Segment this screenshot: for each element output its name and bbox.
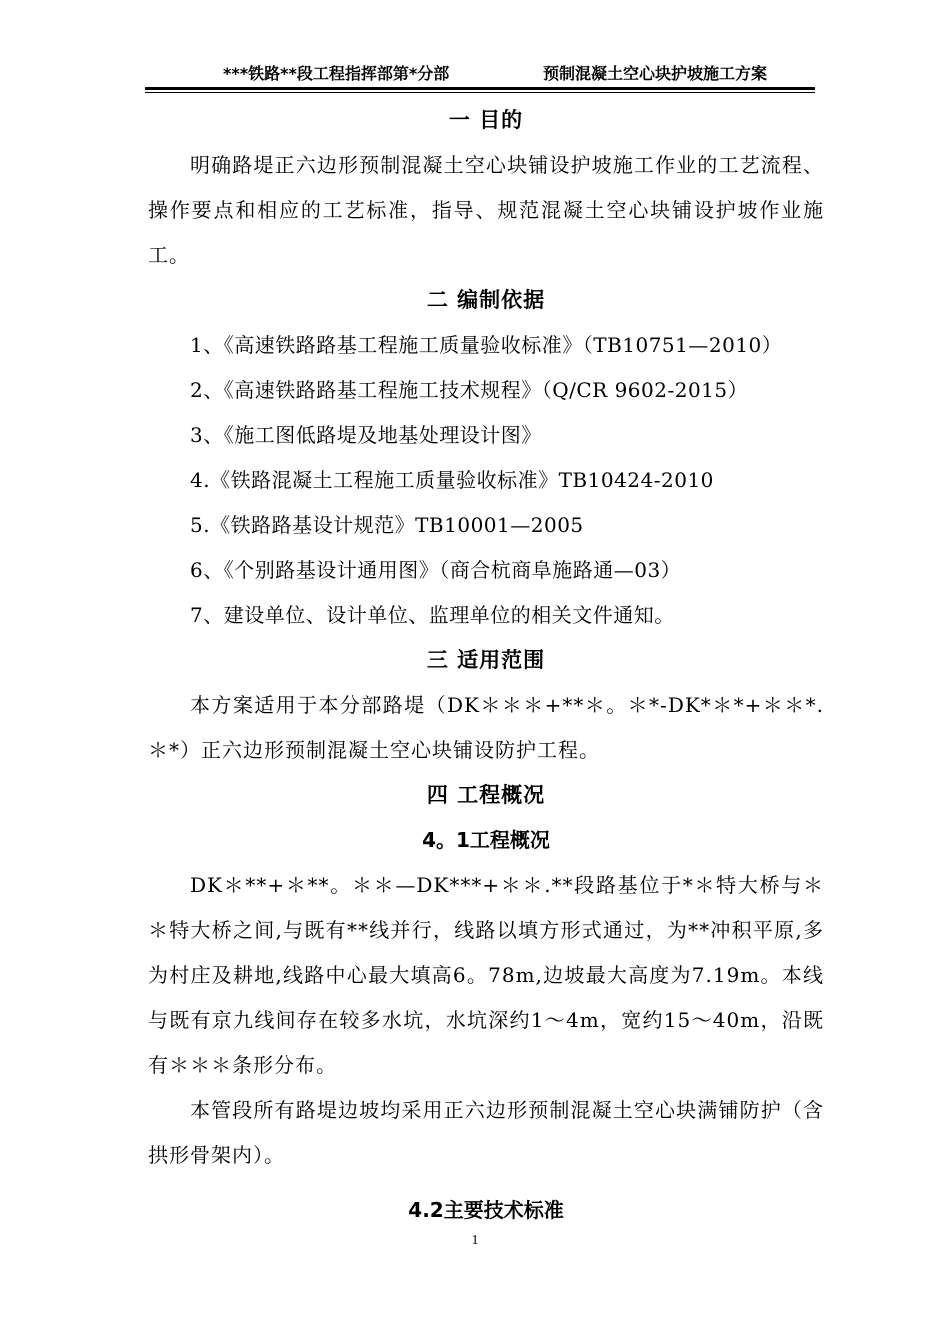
- reference-item: 6、《个别路基设计通用图》（商合杭商阜施路通—03）: [190, 558, 682, 582]
- reference-item: 7、建设单位、设计单位、监理单位的相关文件通知。: [190, 603, 675, 627]
- page-header: [145, 62, 815, 86]
- reference-item: 3、《施工图低路堤及地基处理设计图》: [190, 423, 542, 447]
- section-title-overview: 四 工程概况: [426, 783, 546, 807]
- overview-paragraph: DK＊**+＊**。＊＊—DK***+＊＊.**段路基位于*＊特大桥与＊＊特大桥之间,与既有**线并行，线路以填方形式通过，为**冲积平原,多为村庄及耕地,线路中心最大填高6。78m,边坡最大高度为7.19m。本线与既有京九线间存在较多水坑，水坑深约1～4m，宽约15～40m，沿既有＊＊＊条形分布。: [148, 873, 824, 1077]
- purpose-paragraph: 明确路堤正六边形预制混凝土空心块铺设护坡施工作业的工艺流程、操作要点和相应的工艺标准，指导、规范混凝土空心块铺设护坡作业施工。: [148, 153, 824, 267]
- section-title-purpose: 一 目的: [448, 108, 524, 132]
- document-body: [148, 98, 824, 1233]
- subsection-title-standards: 4.2主要技术标准: [408, 1198, 564, 1222]
- reference-item: 5.《铁路路基设计规范》TB10001—2005: [190, 513, 584, 537]
- header-organization: ***铁路**段工程指挥部第*分部: [223, 64, 450, 83]
- page-number: 1: [471, 1233, 479, 1248]
- header-rule: [145, 87, 815, 90]
- reference-item: 1、《高速铁路路基工程施工质量验收标准》（TB10751—2010）: [190, 333, 783, 357]
- scope-paragraph: 本方案适用于本分部路堤（DK＊＊＊+**＊。＊*-DK*＊*+＊＊*.＊*）正六边形预制混凝土空心块铺设防护工程。: [148, 693, 824, 762]
- header-document-title: 预制混凝土空心块护坡施工方案: [543, 64, 768, 83]
- section-title-basis: 二 编制依据: [426, 288, 546, 312]
- reference-item: 4.《铁路混凝土工程施工质量验收标准》TB10424-2010: [190, 468, 714, 492]
- subsection-title-overview: 4。1工程概况: [422, 828, 550, 852]
- overview-paragraph-protection: 本管段所有路堤边坡均采用正六边形预制混凝土空心块满铺防护（含拱形骨架内）。: [148, 1098, 824, 1167]
- reference-item: 2、《高速铁路路基工程施工技术规程》（Q/CR 9602-2015）: [190, 378, 749, 402]
- header-rule-thin: [145, 92, 815, 93]
- section-title-scope: 三 适用范围: [426, 648, 546, 672]
